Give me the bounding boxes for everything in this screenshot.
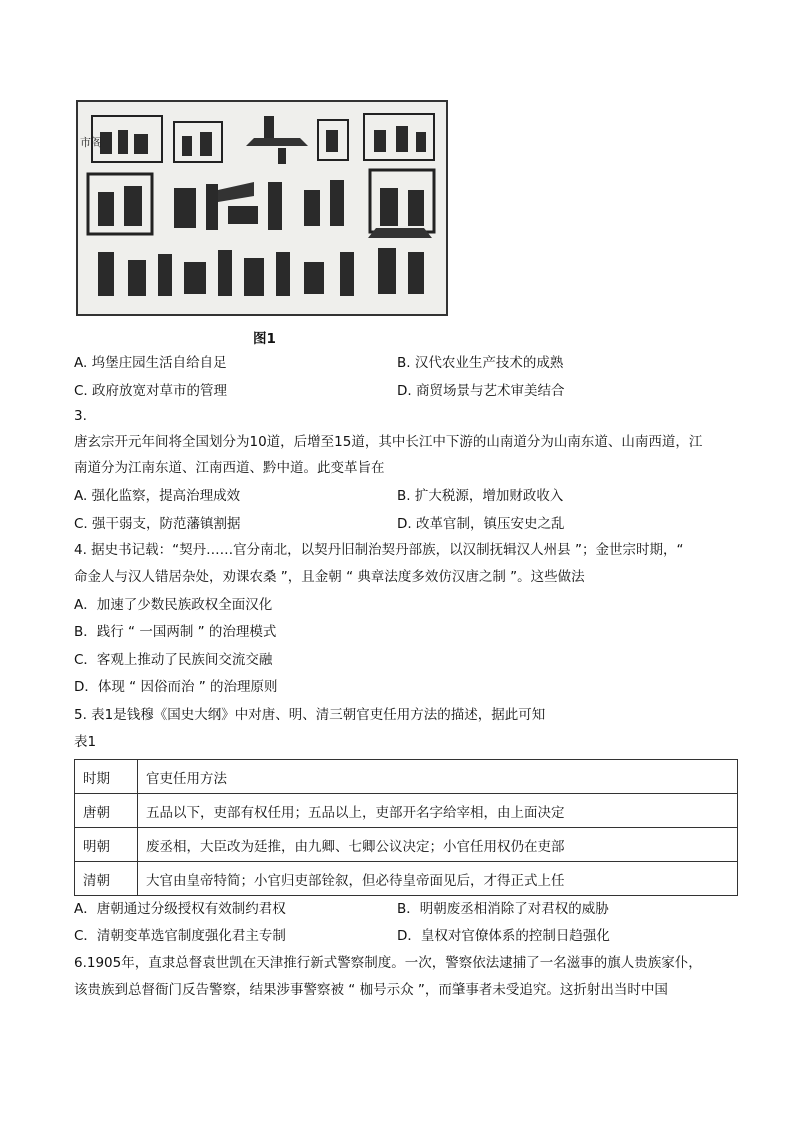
q3-option-b[interactable]: B. 扩大税源，增加财政收入 xyxy=(397,488,564,504)
q3-option-c[interactable]: C. 强干弱支，防范藩镇割据 xyxy=(74,516,241,532)
q6-stem-line-1: 6.1905年，直隶总督袁世凯在天津推行新式警察制度。一次，警察依法逮捕了一名滋事的旗人贵族家仆， xyxy=(74,955,702,971)
q5-option-a[interactable]: A．唐朝通过分级授权有效制约君权 xyxy=(74,901,286,917)
q4-option-c[interactable]: C．客观上推动了民族间交流交融 xyxy=(74,652,273,668)
official-appointment-table xyxy=(74,759,738,896)
q5-table-label: 表1 xyxy=(74,734,97,750)
relief-rubbing-drawing xyxy=(78,102,446,314)
table-cell: 清朝 xyxy=(75,862,138,896)
figure-caption: 图1 xyxy=(253,331,276,347)
table-row xyxy=(75,862,738,896)
q4-option-b[interactable]: B．践行 “ 一国两制 ” 的治理模式 xyxy=(74,624,277,640)
table-row xyxy=(75,828,738,862)
market-relief-image xyxy=(76,100,448,316)
table-cell: 废丞相，大臣改为廷推，由九卿、七卿公议决定；小官任用权仍在吏部 xyxy=(138,828,738,862)
table-header-cell: 时期 xyxy=(75,760,138,794)
q2-option-b[interactable]: B. 汉代农业生产技术的成熟 xyxy=(397,355,564,371)
q2-option-c[interactable]: C. 政府放宽对草市的管理 xyxy=(74,383,228,399)
table-cell: 明朝 xyxy=(75,828,138,862)
table-cell: 五品以下，吏部有权任用；五品以上，吏部开名字给宰相，由上面决定 xyxy=(138,794,738,828)
q3-stem-line-1: 唐玄宗开元年间将全国划分为10道，后增至15道，其中长江中下游的山南道分为山南东道、山南西道，江 xyxy=(74,434,703,450)
q4-stem-line-1: 4. 据史书记载：“契丹……官分南北，以契丹旧制治契丹部族，以汉制抚辑汉人州县 ”；金世宗时期，“ xyxy=(74,542,684,558)
table-cell: 唐朝 xyxy=(75,794,138,828)
q5-stem: 5. 表1是钱穆《国史大纲》中对唐、明、清三朝官吏任用方法的描述，据此可知 xyxy=(74,707,546,723)
q5-option-c[interactable]: C．清朝变革选官制度强化君主专制 xyxy=(74,928,286,944)
q3-stem-line-2: 南道分为江南东道、江南西道、黔中道。此变革旨在 xyxy=(74,460,385,476)
q4-option-a[interactable]: A．加速了少数民族政权全面汉化 xyxy=(74,597,273,613)
q5-option-d[interactable]: D．皇权对官僚体系的控制日趋强化 xyxy=(397,928,610,944)
q2-option-a[interactable]: A. 坞堡庄园生活自给自足 xyxy=(74,355,227,371)
q4-stem-line-2: 命金人与汉人错居杂处，劝课农桑 ”，且金朝 “ 典章法度多效仿汉唐之制 ”。这些做法 xyxy=(74,569,585,585)
q3-number: 3. xyxy=(74,408,87,424)
q3-option-d[interactable]: D. 改革官制，镇压安史之乱 xyxy=(397,516,565,532)
table-row xyxy=(75,794,738,828)
q6-stem-line-2: 该贵族到总督衙门反告警察，结果涉事警察被 “ 枷号示众 ”，而肇事者未受追究。这折射出当时中国 xyxy=(74,982,668,998)
q4-option-d[interactable]: D．体现 “ 因俗而治 ” 的治理原则 xyxy=(74,679,278,695)
table-header-row xyxy=(75,760,738,794)
relief-label: 市阁 xyxy=(80,136,102,149)
table-header-cell: 官吏任用方法 xyxy=(138,760,738,794)
q5-option-b[interactable]: B．明朝废丞相消除了对君权的威胁 xyxy=(397,901,609,917)
table-cell: 大官由皇帝特简；小官归吏部铨叙，但必待皇帝面见后，才得正式上任 xyxy=(138,862,738,896)
q2-option-d[interactable]: D. 商贸场景与艺术审美结合 xyxy=(397,383,565,399)
q3-option-a[interactable]: A. 强化监察，提高治理成效 xyxy=(74,488,241,504)
